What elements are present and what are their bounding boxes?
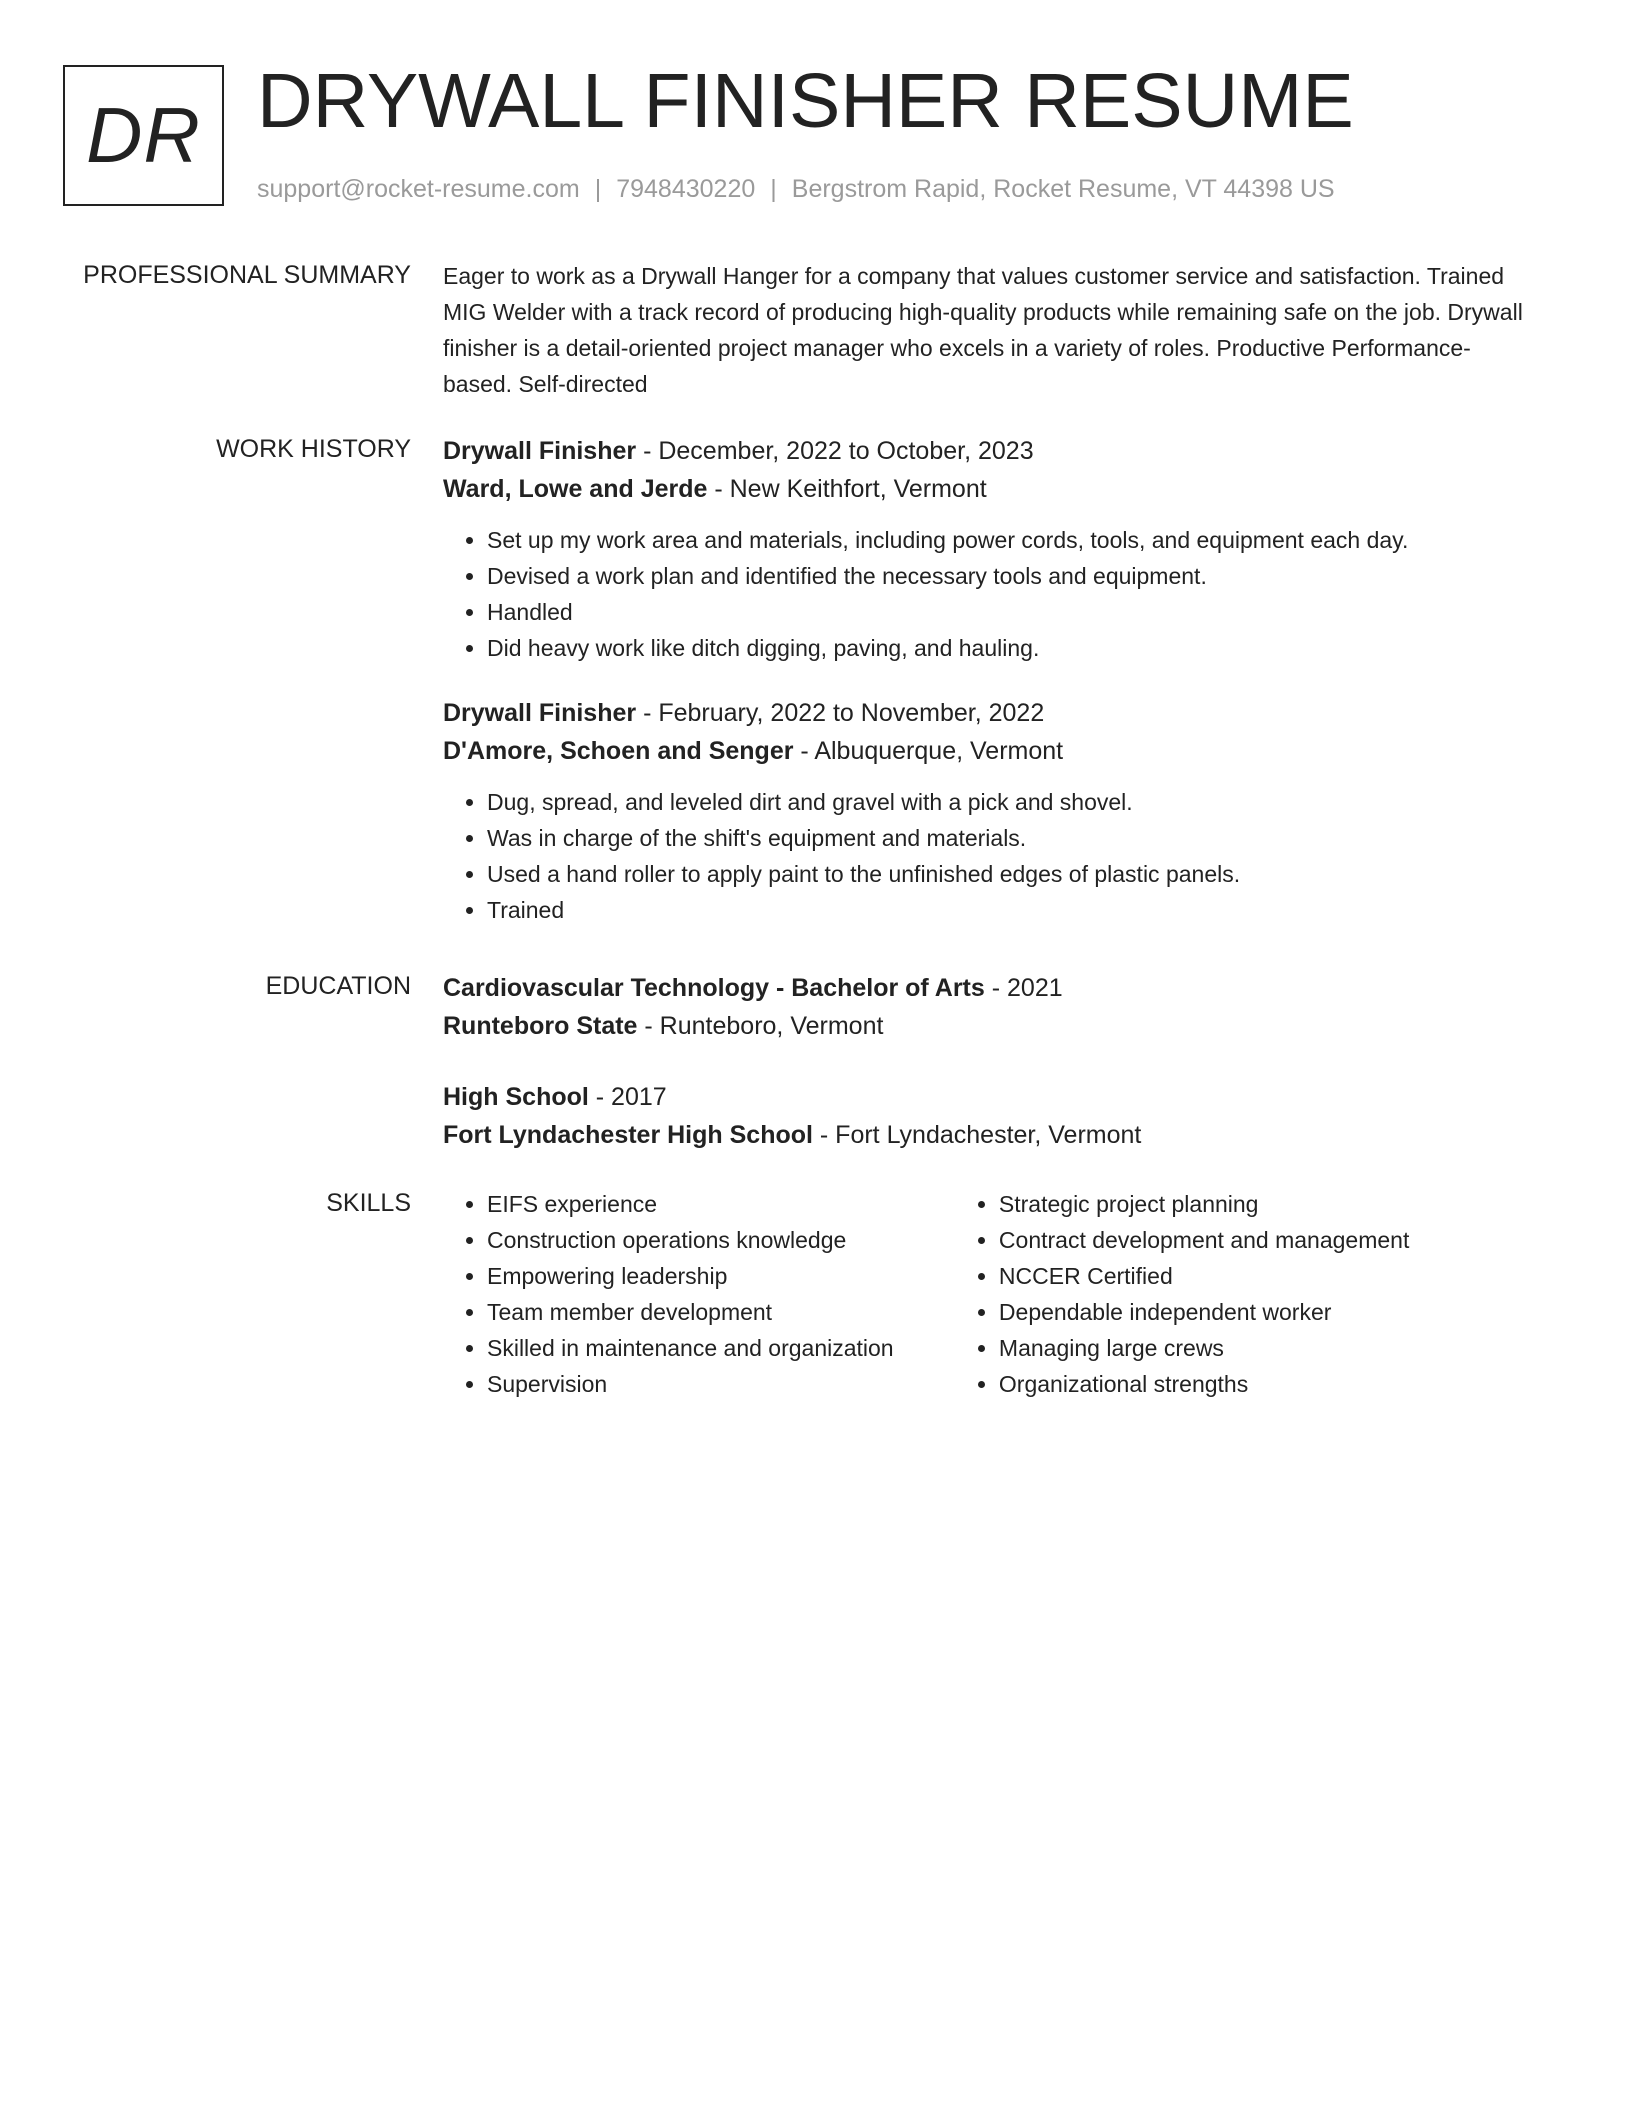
- skill-item: • EIFS experience: [487, 1186, 955, 1222]
- summary-body: [443, 258, 1523, 402]
- job-bullet: • Set up my work area and materials, including power cords, tools, and equipment each day.: [487, 522, 1523, 558]
- job-title: Drywall Finisher: [443, 699, 637, 727]
- education-body: [443, 969, 1523, 1154]
- skill-item: • Empowering leadership: [487, 1258, 955, 1294]
- education-location: - Runteboro, Vermont: [644, 1012, 884, 1040]
- skill-item: • Team member development: [487, 1294, 955, 1330]
- skill-item: • NCCER Certified: [999, 1258, 1523, 1294]
- summary-text: Eager to work as a Drywall Hanger for a company that values customer service and satisfaction. Trained MIG Welder with a track record of producing high-quality products while remaining safe on the job. Drywall finisher is a detail-oriented project manager who excels in a variety of roles. Productive Performance-based. Self-directed: [443, 263, 1523, 397]
- work-history-body: [443, 432, 1523, 928]
- skill-item: • Contract development and management: [999, 1222, 1523, 1258]
- skill-item: • Organizational strengths: [999, 1366, 1523, 1402]
- contact-address: Bergstrom Rapid, Rocket Resume, VT 44398 US: [791, 175, 1335, 203]
- job-location: - New Keithfort, Vermont: [714, 475, 987, 503]
- contact-phone: 7948430220: [616, 175, 756, 203]
- job-dates: - December, 2022 to October, 2023: [643, 437, 1034, 465]
- section-label-skills: SKILLS: [326, 1189, 411, 1217]
- education-location: - Fort Lyndachester, Vermont: [819, 1121, 1142, 1149]
- section-label-education: EDUCATION: [265, 972, 411, 1000]
- skill-item: • Construction operations knowledge: [487, 1222, 955, 1258]
- job-title-line: [443, 432, 1523, 470]
- resume-title: DRYWALL FINISHER RESUME: [257, 58, 1354, 144]
- job-entry: [443, 694, 1523, 928]
- job-bullets: [443, 522, 1523, 666]
- job-bullets: [443, 784, 1523, 928]
- job-title: Drywall Finisher: [443, 437, 637, 465]
- education-year: - 2017: [595, 1083, 667, 1111]
- job-entry: [443, 432, 1523, 666]
- skill-item: • Supervision: [487, 1366, 955, 1402]
- monogram-initials: DR: [86, 91, 201, 179]
- skills-column-2: [955, 1186, 1523, 1402]
- job-title-line: [443, 694, 1523, 732]
- contact-email: support@rocket-resume.com: [257, 175, 580, 203]
- education-entry: [443, 1078, 1523, 1154]
- job-bullet: • Did heavy work like ditch digging, paving, and hauling.: [487, 630, 1523, 666]
- education-school: Fort Lyndachester High School: [443, 1121, 813, 1149]
- monogram-box: [63, 65, 224, 206]
- skills-body: [443, 1186, 1523, 1402]
- contact-separator: |: [770, 175, 777, 203]
- education-degree-line: [443, 969, 1523, 1007]
- education-school-line: [443, 1007, 1523, 1045]
- job-bullet: • Trained: [487, 892, 1523, 928]
- education-degree: Cardiovascular Technology - Bachelor of Arts: [443, 974, 985, 1002]
- job-bullet: • Handled: [487, 594, 1523, 630]
- job-bullet: • Devised a work plan and identified the necessary tools and equipment.: [487, 558, 1523, 594]
- contact-separator: |: [594, 175, 602, 203]
- job-bullet: • Dug, spread, and leveled dirt and gravel with a pick and shovel.: [487, 784, 1523, 820]
- job-bullet: • Used a hand roller to apply paint to the unfinished edges of plastic panels.: [487, 856, 1523, 892]
- skill-item: • Managing large crews: [999, 1330, 1523, 1366]
- job-company: Ward, Lowe and Jerde: [443, 475, 708, 503]
- contact-line: [257, 172, 1335, 206]
- education-school: Runteboro State: [443, 1012, 638, 1040]
- skills-column-1: [443, 1186, 955, 1402]
- education-school-line: [443, 1116, 1523, 1154]
- section-label-summary: PROFESSIONAL SUMMARY: [83, 261, 411, 289]
- job-company-line: [443, 732, 1523, 770]
- job-dates: - February, 2022 to November, 2022: [643, 699, 1045, 727]
- skill-item: • Dependable independent worker: [999, 1294, 1523, 1330]
- education-entry: [443, 969, 1523, 1045]
- job-company-line: [443, 470, 1523, 508]
- skill-item: • Skilled in maintenance and organization: [487, 1330, 955, 1366]
- job-company: D'Amore, Schoen and Senger: [443, 737, 794, 765]
- section-label-work-history: WORK HISTORY: [216, 435, 411, 463]
- skill-item: • Strategic project planning: [999, 1186, 1523, 1222]
- job-bullet: • Was in charge of the shift's equipment and materials.: [487, 820, 1523, 856]
- education-year: - 2021: [991, 974, 1063, 1002]
- education-degree-line: [443, 1078, 1523, 1116]
- education-degree: High School: [443, 1083, 589, 1111]
- job-location: - Albuquerque, Vermont: [800, 737, 1064, 765]
- skills-columns: [443, 1186, 1523, 1402]
